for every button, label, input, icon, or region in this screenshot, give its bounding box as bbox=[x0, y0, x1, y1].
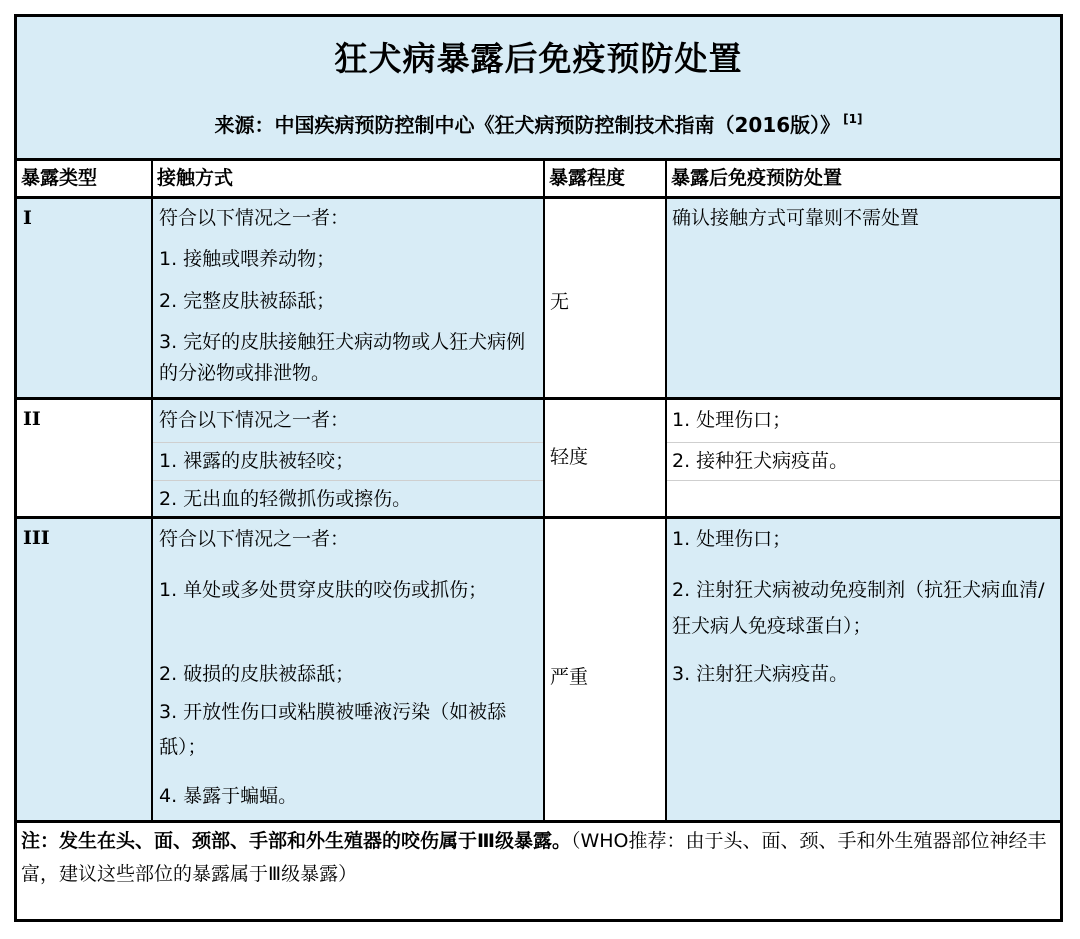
column-header-type: 暴露类型 bbox=[21, 167, 98, 189]
row-1-degree: 无 bbox=[550, 291, 570, 313]
row-2-treatment-1: 1. 处理伤口； bbox=[672, 409, 792, 431]
row-3-treatment-3: 3. 注射狂犬病疫苗。 bbox=[672, 663, 849, 685]
footnote bbox=[21, 825, 1057, 891]
row-divider bbox=[17, 196, 1060, 199]
row-3-treatment-1: 1. 处理伤口； bbox=[672, 528, 792, 550]
row-2-treatment-2: 2. 接种狂犬病疫苗。 bbox=[672, 450, 849, 472]
row-3-contact-item-2: 2. 破损的皮肤被舔舐； bbox=[159, 663, 355, 685]
row-1-treatment-1: 确认接触方式可靠则不需处置 bbox=[672, 207, 920, 229]
source-text: 来源：中国疾病预防控制中心《狂犬病预防控制技术指南（2016版）》 bbox=[214, 113, 841, 137]
row-3-contact-item-4: 4. 暴露于蝙蝠。 bbox=[159, 785, 298, 807]
table-header-block bbox=[17, 17, 1060, 161]
row-1-contact-intro: 符合以下情况之一者： bbox=[159, 207, 350, 229]
row-2-contact-intro: 符合以下情况之一者： bbox=[159, 409, 350, 431]
row-3-contact-item-1: 1. 单处或多处贯穿皮肤的咬伤或抓伤； bbox=[159, 579, 488, 601]
row-2-treatment-separator bbox=[667, 442, 1060, 443]
column-divider bbox=[543, 161, 545, 820]
column-header-treatment: 暴露后免疫预防处置 bbox=[671, 167, 843, 189]
rabies-table bbox=[14, 14, 1063, 922]
row-2-treatment-separator bbox=[667, 480, 1060, 481]
footnote-bold: 注：发生在头、面、颈部、手部和外生殖器的咬伤属于Ⅲ级暴露。 bbox=[21, 830, 571, 852]
row-3-contact-intro: 符合以下情况之一者： bbox=[159, 528, 350, 550]
page-title: 狂犬病暴露后免疫预防处置 bbox=[334, 39, 743, 78]
row-2-contact-item-2: 2. 无出血的轻微抓伤或擦伤。 bbox=[159, 488, 412, 510]
row-3-type: III bbox=[23, 527, 50, 549]
row-divider bbox=[17, 397, 1060, 400]
row-1-type-bg bbox=[17, 199, 151, 397]
row-divider bbox=[17, 820, 1060, 823]
row-3-treatment-2: 2. 注射狂犬病被动免疫制剂（抗狂犬病血清/狂犬病人免疫球蛋白）； bbox=[672, 579, 1045, 637]
row-divider bbox=[17, 516, 1060, 519]
footnote-normal: （WHO推荐：由于头、面、颈、手和外生殖器部位神经丰富，建议这些部位的暴露属于Ⅲ级暴露） bbox=[21, 830, 1047, 885]
row-2-contact-item-1: 1. 裸露的皮肤被轻咬； bbox=[159, 450, 355, 472]
row-2-contact-separator bbox=[153, 480, 543, 481]
row-1-contact-item-1: 1. 接触或喂养动物； bbox=[159, 248, 336, 270]
column-header-contact: 接触方式 bbox=[157, 167, 234, 189]
row-3-degree: 严重 bbox=[550, 666, 589, 688]
row-1-type: I bbox=[23, 207, 32, 229]
source-line bbox=[17, 109, 1060, 138]
row-2-contact-separator bbox=[153, 442, 543, 443]
row-3-type-bg bbox=[17, 519, 151, 820]
column-divider bbox=[151, 161, 153, 820]
row-2-type: II bbox=[23, 408, 41, 430]
row-3-contact-item-3: 3. 开放性伤口或粘膜被唾液污染（如被舔舐）； bbox=[159, 701, 507, 758]
row-1-contact-item-2: 2. 完整皮肤被舔舐； bbox=[159, 290, 336, 312]
row-1-contact-item-3: 3. 完好的皮肤接触狂犬病动物或人狂犬病例的分泌物或排泄物。 bbox=[159, 331, 526, 384]
column-divider bbox=[665, 161, 667, 820]
reference-marker: [1] bbox=[843, 112, 863, 126]
column-header-degree: 暴露程度 bbox=[549, 167, 626, 189]
row-2-degree: 轻度 bbox=[550, 446, 589, 468]
